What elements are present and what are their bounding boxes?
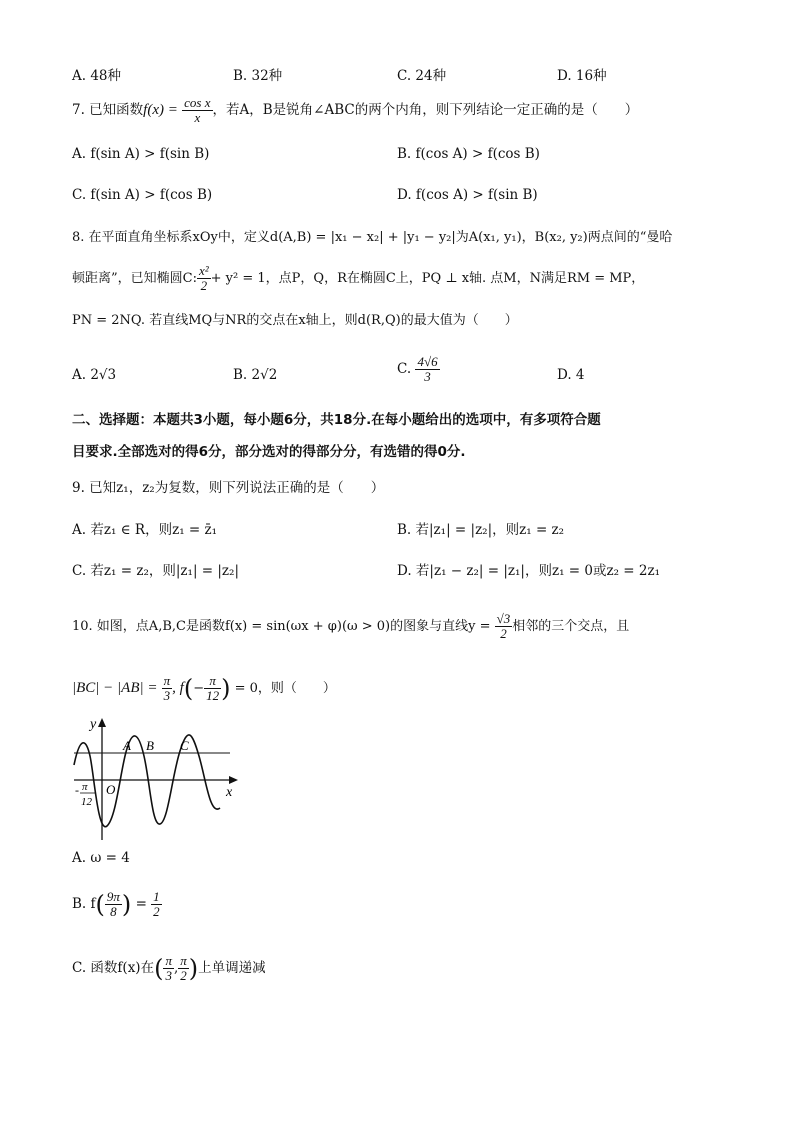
q10-optc-a: C. 函数f(x)在 — [72, 960, 155, 976]
q7-frac-den: x — [194, 110, 201, 125]
q7-option-d: D. f(cos A) > f(sin B) — [397, 187, 538, 203]
q7-fraction — [182, 96, 212, 125]
q10-optb-num2: 1 — [153, 889, 160, 904]
q8-line-3: PN = 2NQ. 若直线MQ与NR的交点在x轴上，则d(R,Q)的最大值为（ ） — [72, 313, 518, 328]
q10-optb-num: 9π — [106, 889, 120, 904]
q8-frac-num: x² — [198, 263, 209, 278]
section-2-heading-line-2: 目要求.全部选对的得6分，部分选对的得部分分，有选错的得0分. — [72, 444, 466, 460]
q10-optc-frac2 — [178, 954, 189, 983]
q10-optc-paren-open: ( — [154, 954, 164, 983]
q8-line-2 — [72, 264, 644, 293]
section-2-heading-line-1: 二、选择题：本题共3小题，每小题6分，共18分.在每小题给出的选项中，有多项符合题 — [72, 412, 601, 428]
q10-paren-open: ( — [183, 674, 194, 703]
q10-num1: π — [163, 673, 171, 688]
q9-option-c: C. 若z₁ = z₂，则|z₁| = |z₂| — [72, 563, 240, 579]
q7-stem-tail: ，若A，B是锐角∠ABC的两个内角，则下列结论一定正确的是（ ） — [212, 102, 639, 118]
q10-pi-over-12 — [204, 674, 221, 703]
q7-number: 7. 已知函数 — [72, 102, 144, 118]
q10-optb-fraction — [105, 890, 122, 919]
q10-optb-eq: = — [135, 896, 147, 912]
q7-f-eq: f(x) = — [143, 102, 178, 118]
q10-optc-den2: 2 — [180, 968, 187, 983]
q10-optc-paren-close: ) — [188, 954, 199, 983]
q10-line-2b: , f — [172, 680, 184, 696]
q10-option-c: C. 函数f(x)在( $\frac{\pi}{3}$ , $\frac{\pi}{2}$ )上单调递减 — [72, 953, 266, 983]
graph-label-a: A — [123, 738, 131, 753]
q7-frac-num: cos x — [184, 95, 211, 110]
q10-optb-den2: 2 — [153, 904, 160, 919]
q10-line-1a: 10. 如图，点A,B,C是函数f(x) = sin(ωx + φ)(ω > 0)的图象与直线y = — [72, 619, 491, 634]
q10-optb-half — [151, 890, 162, 919]
q10-line-2 — [72, 674, 336, 703]
q8-option-d: D. 4 — [557, 367, 585, 383]
q10-optc-num2: π — [180, 953, 187, 968]
q6-option-a: A. 48种 — [72, 68, 122, 84]
graph-label-c: C — [180, 738, 189, 753]
graph-label-x: x — [226, 785, 233, 800]
graph-label-o: O — [106, 782, 116, 797]
graph-label-twelve: 12 — [81, 796, 92, 808]
q6-option-b: B. 32种 — [233, 68, 283, 84]
q8-option-c-fraction — [415, 355, 439, 384]
q8-option-b: B. 2√2 — [233, 367, 278, 383]
q8-option-a: A. 2√3 — [72, 367, 117, 383]
q10-line-2c: = 0，则（ ） — [234, 681, 336, 696]
q9-option-a: A. 若z₁ ∈ R，则z₁ = z̄₁ — [72, 522, 218, 538]
q9-option-b: B. 若|z₁| = |z₂|，则z₁ = z₂ — [397, 522, 565, 538]
q10-paren-close: ) — [221, 674, 231, 703]
q7-option-c: C. f(sin A) > f(cos B) — [72, 187, 213, 203]
q10-num2: π — [204, 674, 221, 689]
q10-optb-den: 8 — [110, 904, 117, 919]
q7-option-a: A. f(sin A) > f(sin B) — [72, 146, 210, 162]
q8-optc-den: 3 — [424, 369, 431, 384]
q10-optc-b: 上单调递减 — [198, 960, 266, 976]
q10-sine-graph — [72, 716, 252, 846]
q10-pi-over-3 — [162, 674, 173, 703]
q10-optb-a: B. f — [72, 896, 96, 912]
q8-line-2a: 顿距离”，已知椭圆C: — [72, 271, 197, 286]
q8-frac-den: 2 — [200, 278, 208, 293]
q10-option-a: A. ω = 4 — [72, 850, 130, 866]
q10-optc-den1: 3 — [165, 968, 172, 983]
q10-sqrt3-fraction — [495, 612, 513, 641]
q10-line-1b: 相邻的三个交点，且 — [512, 619, 630, 634]
graph-label-neg: - — [75, 783, 79, 797]
q6-option-d: D. 16种 — [557, 68, 607, 84]
q10-den2: 12 — [206, 688, 220, 703]
q8-line-1: 8. 在平面直角坐标系xOy中，定义d(A,B) = |x₁ − x₂| + |y₁ − y₂|为A(x₁, y₁)，B(x₂, y₂)两点间的“曼哈 — [72, 230, 673, 245]
q10-neg-sign: − — [193, 681, 205, 696]
q10-line-2a: |BC| − |AB| = — [72, 680, 158, 696]
q10-l1-den: 2 — [500, 626, 507, 641]
graph-label-b: B — [146, 738, 154, 753]
graph-x-arrow — [229, 776, 238, 784]
q10-line-1 — [72, 612, 629, 641]
graph-y-arrow — [98, 718, 106, 727]
q8-ellipse-fraction — [197, 264, 211, 293]
q10-option-b — [72, 890, 162, 919]
q10-optb-paren-close: ) — [121, 890, 132, 919]
q10-optc-frac1 — [163, 954, 174, 983]
q6-option-c: C. 24种 — [397, 68, 447, 84]
q10-optb-paren-open: ( — [95, 890, 105, 919]
q8-option-c-label: C. — [397, 361, 412, 377]
q8-line-2b: + y² = 1，点P，Q，R在椭圆C上，PQ ⊥ x轴. 点M，N满足RM = MP， — [210, 271, 645, 286]
q9-option-d: D. 若|z₁ − z₂| = |z₁|，则z₁ = 0或z₂ = 2z₁ — [397, 563, 661, 579]
q10-l1-num: √3 — [496, 611, 511, 626]
graph-label-y: y — [90, 717, 97, 732]
q8-optc-num: 4√6 — [417, 354, 438, 369]
q10-den1: 3 — [163, 688, 171, 703]
q7-option-b: B. f(cos A) > f(cos B) — [397, 146, 540, 162]
q8-option-c — [397, 355, 440, 384]
q7-stem — [72, 96, 638, 125]
q10-optc-num1: π — [165, 953, 172, 968]
q9-stem: 9. 已知z₁，z₂为复数，则下列说法正确的是（ ） — [72, 480, 385, 496]
graph-label-pi: π — [82, 781, 88, 793]
